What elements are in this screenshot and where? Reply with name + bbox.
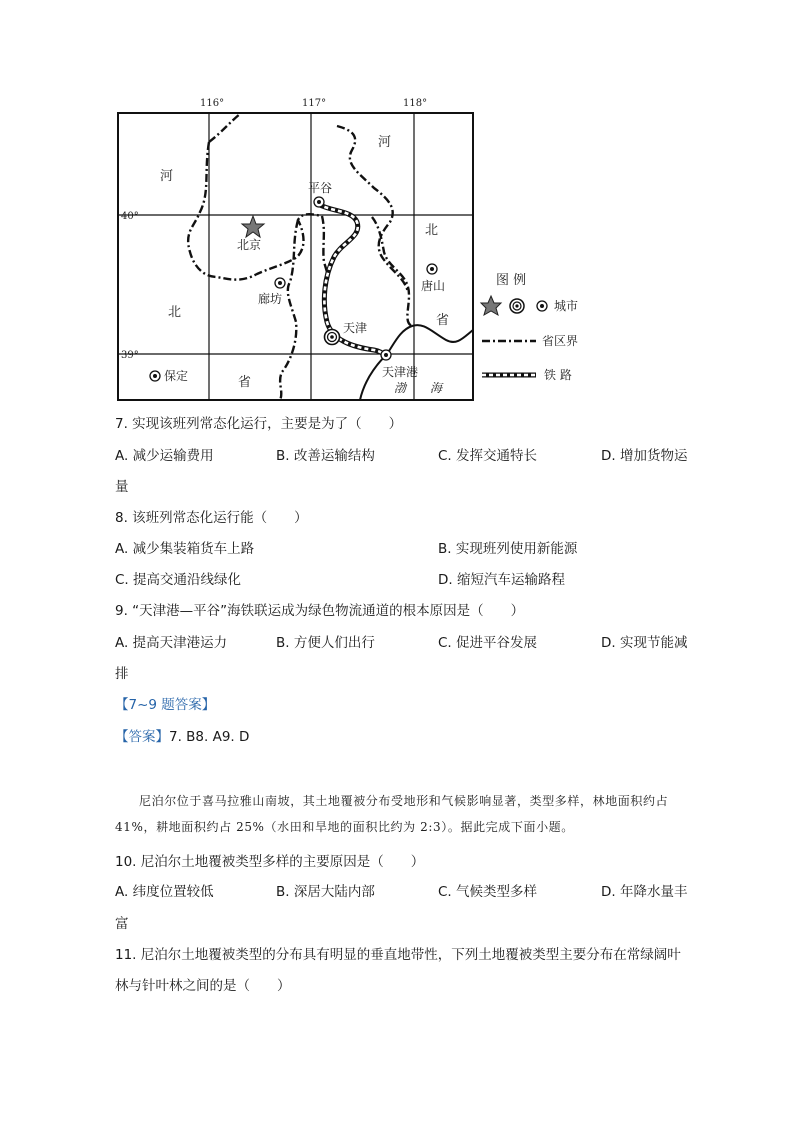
coastline <box>360 325 473 400</box>
city-tangshan <box>421 264 445 293</box>
question-7-stem: 7. 实现该班列常态化运行，主要是为了（ ） <box>115 416 403 432</box>
region-sheng-bottom: 省 <box>238 375 252 390</box>
city-label-baoding: 保定 <box>164 369 189 383</box>
city-beijing <box>237 216 264 252</box>
lat-label-39: 39° <box>121 350 139 361</box>
city-label-pinggu: 平谷 <box>308 181 333 195</box>
legend-city-label: 城市 <box>554 299 579 313</box>
q8-option-d[interactable]: D. 缩短汽车运输路程 <box>438 572 565 588</box>
q8-option-c[interactable]: C. 提高交通沿线绿化 <box>115 572 242 588</box>
q9-option-c[interactable]: C. 促进平谷发展 <box>438 635 538 651</box>
boundary-beijing <box>188 114 408 292</box>
city-label-beijing: 北京 <box>237 238 262 252</box>
question-8-stem: 8. 该班列常态化运行能（ ） <box>115 510 308 526</box>
answer-text: 7. B8. A9. D <box>169 729 250 745</box>
lon-label-116: 116° <box>200 98 225 109</box>
capital-star-icon <box>242 216 264 237</box>
q10-option-a[interactable]: A. 纬度位置较低 <box>115 884 214 900</box>
q7-option-a[interactable]: A. 减少运输费用 <box>115 448 214 464</box>
q10-option-c[interactable]: C. 气候类型多样 <box>438 884 538 900</box>
city-label-tangshan: 唐山 <box>421 279 446 293</box>
q10-option-d[interactable]: D. 年降水量丰 <box>601 884 688 900</box>
lon-label-118: 118° <box>403 98 428 109</box>
reading-passage: 尼泊尔位于喜马拉雅山南坡，其土地覆被分布受地形和气候影响显著，类型多样，林地面积约占 41%，耕地面积约占 25%（水田和旱地的面积比约为 2:3）。据此完成下面小题。 <box>115 794 669 834</box>
question-10-stem: 10. 尼泊尔土地覆被类型多样的主要原因是（ ） <box>115 854 425 870</box>
city-pinggu <box>308 181 332 207</box>
lon-label-117: 117° <box>302 98 327 109</box>
q10-option-b[interactable]: B. 深居大陆内部 <box>276 884 375 900</box>
q9-option-a[interactable]: A. 提高天津港运力 <box>115 635 228 651</box>
q8-option-a[interactable]: A. 减少集装箱货车上路 <box>115 541 255 557</box>
q7-option-d-wrap: 量 <box>115 479 129 495</box>
lat-label-40: 40° <box>121 211 139 222</box>
map-legend <box>474 268 594 390</box>
region-bei-left: 北 <box>168 305 182 320</box>
city-langfang <box>258 278 285 306</box>
legend-star-icon <box>481 296 501 315</box>
map-figure <box>112 92 480 404</box>
region-sheng-right: 省 <box>436 313 450 328</box>
legend-boundary-label: 省区界 <box>542 334 579 348</box>
legend-railway-label: 铁 路 <box>544 368 572 382</box>
q9-option-b[interactable]: B. 方便人们出行 <box>276 635 375 651</box>
legend-title: 图 例 <box>496 273 527 288</box>
q7-option-c[interactable]: C. 发挥交通特长 <box>438 448 538 464</box>
sea-label-hai: 海 <box>430 381 443 395</box>
city-label-tianjin-port: 天津港 <box>382 365 419 379</box>
map-frame <box>118 113 473 400</box>
sea-label-bo: 渤 <box>394 381 407 395</box>
region-he-right: 河 <box>378 135 392 150</box>
city-baoding <box>150 369 188 383</box>
question-11-stem-line2: 林与针叶林之间的是（ ） <box>115 978 291 994</box>
q7-option-d[interactable]: D. 增加货物运 <box>601 448 688 464</box>
city-label-langfang: 廊坊 <box>258 292 283 306</box>
q9-option-d[interactable]: D. 实现节能减 <box>601 635 688 651</box>
q8-option-b[interactable]: B. 实现班列使用新能源 <box>438 541 578 557</box>
region-bei-right: 北 <box>425 223 439 238</box>
question-11-stem-line1: 11. 尼泊尔土地覆被类型的分布具有明显的垂直地带性，下列土地覆被类型主要分布在常绿阔叶 <box>115 947 681 963</box>
q9-option-d-wrap: 排 <box>115 666 129 682</box>
q7-option-b[interactable]: B. 改善运输结构 <box>276 448 375 464</box>
question-9-stem: 9. “天津港—平谷”海铁联运成为绿色物流通道的根本原因是（ ） <box>115 603 525 619</box>
answer-line <box>115 727 249 747</box>
answer-label: 【答案】 <box>115 729 169 745</box>
answer-section-header: 【7~9 题答案】 <box>115 697 216 713</box>
city-label-tianjin: 天津 <box>343 321 368 335</box>
q10-option-d-wrap: 富 <box>115 916 129 932</box>
region-he-left: 河 <box>160 169 174 184</box>
